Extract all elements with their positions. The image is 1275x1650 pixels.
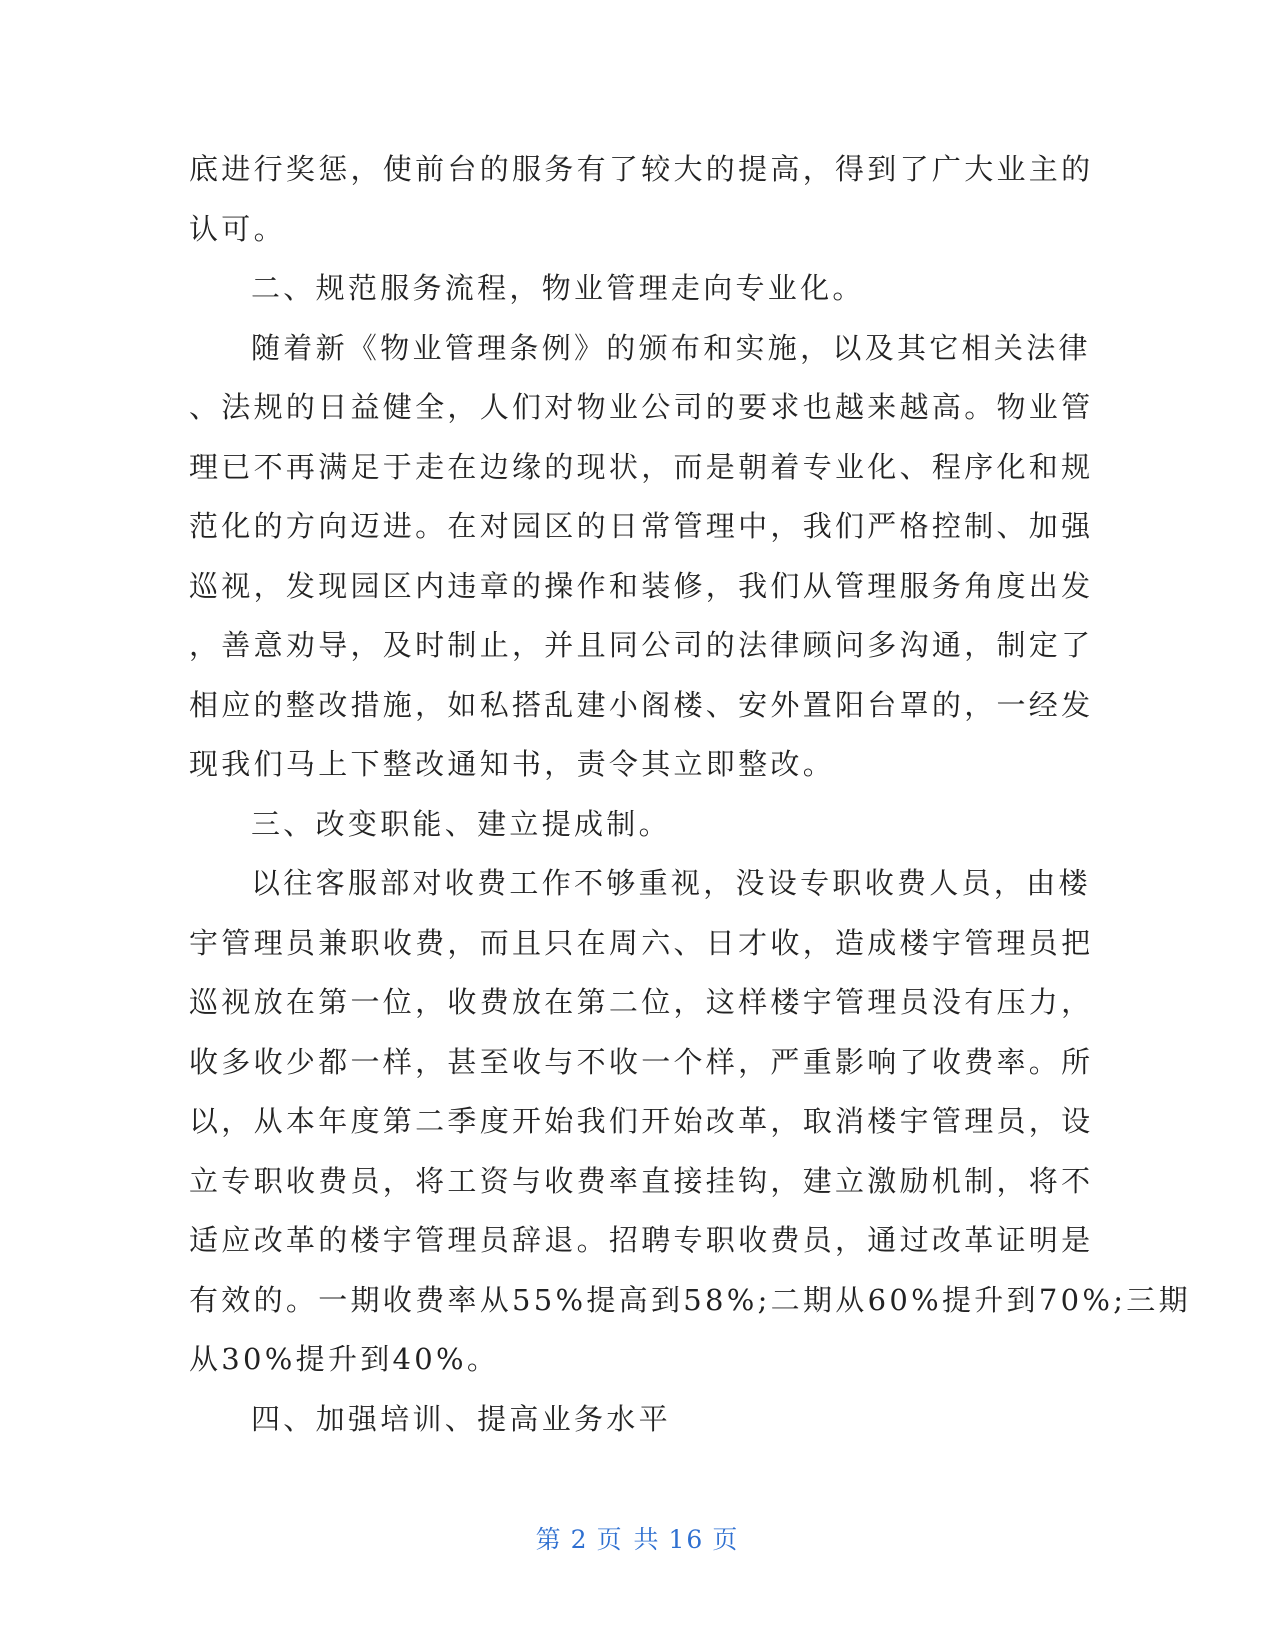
text-line: 收多收少都一样，甚至收与不收一个样，严重影响了收费率。所	[189, 1044, 1094, 1079]
total-pages-number: 16	[668, 1525, 705, 1554]
paragraph-continuation	[189, 140, 1094, 259]
text-line: 以，从本年度第二季度开始我们开始改革，取消楼宇管理员，设	[189, 1104, 1094, 1138]
text-line: 、法规的日益健全，人们对物业公司的要求也越来越高。物业管	[189, 390, 1094, 424]
section-heading-4	[189, 1390, 1057, 1450]
text-line: 随着新《物业管理条例》的颁布和实施，以及其它相关法律	[251, 330, 1091, 365]
heading-text: 二、规范服务流程，物业管理走向专业化。	[251, 271, 865, 305]
footer-suffix: 页	[712, 1525, 740, 1554]
document-body	[189, 140, 1191, 1449]
text-line: 现我们马上下整改通知书，责令其立即整改。	[189, 747, 836, 781]
text-line: 相应的整改措施，如私搭乱建小阁楼、安外置阳台罩的，一经发	[189, 687, 1094, 722]
heading-text: 四、加强培训、提高业务水平	[251, 1401, 671, 1436]
text-line: 从30%提升到40%。	[189, 1342, 500, 1376]
text-line: 认可。	[189, 211, 286, 246]
text-line: 理已不再满足于走在边缘的现状，而是朝着专业化、程序化和规	[189, 449, 1094, 484]
text-line: 巡视，发现园区内违章的操作和装修，我们从管理服务角度出发	[189, 568, 1094, 603]
text-line: 有效的。一期收费率从55%提高到58%;二期从60%提升到70%;三期	[189, 1282, 1191, 1317]
text-line: ，善意劝导，及时制止，并且同公司的法律顾问多沟通，制定了	[189, 628, 1094, 662]
paragraph-fee-collection	[189, 854, 1191, 1390]
text-line: 以往客服部对收费工作不够重视，没设专职收费人员，由楼	[251, 866, 1091, 900]
section-heading-2	[189, 259, 1057, 319]
current-page-number: 2	[570, 1525, 589, 1554]
text-line: 宇管理员兼职收费，而且只在周六、日才收，造成楼宇管理员把	[189, 925, 1094, 960]
text-line: 立专职收费员，将工资与收费率直接挂钩，建立激励机制，将不	[189, 1163, 1094, 1198]
heading-text: 三、改变职能、建立提成制。	[251, 806, 671, 841]
text-line: 巡视放在第一位，收费放在第二位，这样楼宇管理员没有压力，	[189, 985, 1094, 1019]
section-heading-3	[189, 795, 1057, 855]
text-line: 适应改革的楼宇管理员辞退。招聘专职收费员，通过改革证明是	[189, 1223, 1094, 1257]
text-line: 范化的方向迈进。在对园区的日常管理中，我们严格控制、加强	[189, 509, 1094, 543]
page-footer	[0, 1520, 1275, 1556]
footer-middle: 页 共	[596, 1525, 661, 1554]
footer-prefix: 第	[535, 1525, 563, 1554]
paragraph-regulations	[189, 319, 1094, 795]
text-line: 底进行奖惩，使前台的服务有了较大的提高，得到了广大业主的	[189, 152, 1094, 186]
